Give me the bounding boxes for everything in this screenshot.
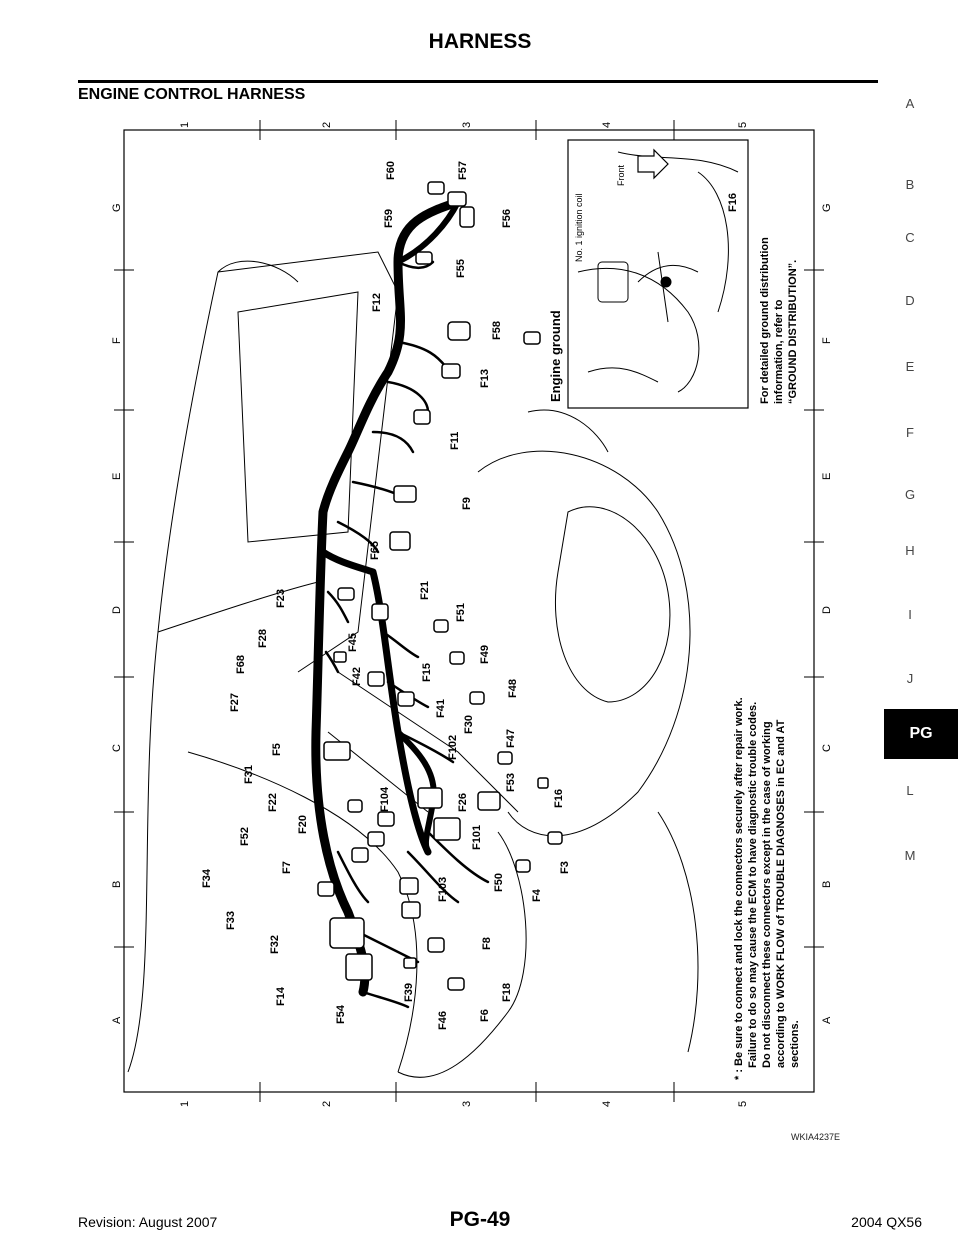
connector-f103: F103 [437, 876, 449, 902]
connector-f47: F47 [505, 729, 517, 748]
connector-f12: F12 [371, 293, 383, 312]
grid-letter-left-b: B [111, 880, 123, 888]
harness-diagram [98, 112, 842, 1112]
connector-f9: F9 [461, 497, 473, 510]
connector-f56: F56 [501, 209, 513, 228]
connector-f31: F31 [243, 765, 255, 784]
inset-note-line-1: For detailed ground distribution [759, 237, 771, 404]
connector-f55: F55 [455, 259, 467, 278]
connector-f30: F30 [463, 715, 475, 734]
connector-f57: F57 [457, 161, 469, 180]
connector-f39: F39 [403, 983, 415, 1002]
inset-connector-f16: F16 [727, 193, 739, 212]
connector-f34: F34 [201, 869, 213, 888]
connector-f46: F46 [437, 1011, 449, 1030]
connector-f52: F52 [239, 827, 251, 846]
connector-f104: F104 [379, 786, 391, 812]
connector-f18: F18 [501, 983, 513, 1002]
grid-letter-right-b: B [821, 880, 833, 888]
connector-f65: F65 [369, 541, 381, 560]
footer-page-number: PG-49 [449, 1208, 511, 1231]
side-index-d[interactable]: D [905, 293, 915, 308]
connector-f28: F28 [257, 629, 269, 648]
connector-f50: F50 [493, 873, 505, 892]
connector-f41: F41 [435, 699, 447, 718]
side-index-f[interactable]: F [906, 425, 914, 440]
grid-letter-right-c: C [821, 744, 833, 752]
connector-f45: F45 [347, 633, 359, 652]
inset-note-line-3: “GROUND DISTRIBUTION”. [787, 259, 799, 404]
side-index [880, 96, 960, 896]
grid-letter-left-f: F [111, 337, 123, 344]
grid-number-top-1: 1 [179, 121, 191, 128]
harness-trunk [316, 202, 458, 992]
connector-f49: F49 [479, 645, 491, 664]
grid-number-top-2: 2 [321, 121, 333, 128]
connector-f4: F4 [531, 889, 543, 902]
connector-f53: F53 [505, 773, 517, 792]
grid-letter-left-a: A [111, 1016, 123, 1024]
page-title: HARNESS [428, 30, 532, 53]
grid-letter-right-f: F [821, 337, 833, 344]
connector-f54: F54 [335, 1005, 347, 1024]
grid-number-top-3: 3 [461, 121, 473, 128]
connector-f7: F7 [281, 861, 293, 874]
side-index-i[interactable]: I [908, 607, 912, 622]
connector-f60: F60 [385, 161, 397, 180]
grid-number-bottom-4: 4 [601, 1100, 613, 1107]
engine-ground-inset [548, 140, 799, 408]
note-line-2: Failure to do so may cause the ECM to have diagnostic trouble codes. [747, 701, 759, 1068]
grid-letter-right-a: A [821, 1016, 833, 1024]
connector-f16-bottom: F16 [553, 789, 565, 808]
side-index-m[interactable]: M [904, 848, 916, 863]
connector-f42: F42 [351, 667, 363, 686]
connector-f5: F5 [271, 743, 283, 756]
inset-title: Engine ground [548, 310, 563, 402]
connector-f59: F59 [383, 209, 395, 228]
connector-f6: F6 [479, 1009, 491, 1022]
note-line-3: Do not disconnect these connectors except in the case of working [761, 721, 773, 1068]
side-index-e[interactable]: E [905, 359, 915, 374]
grid-letter-left-e: E [111, 472, 123, 480]
inset-coil-label: No. 1 ignition coil [574, 193, 584, 262]
side-index-j[interactable]: J [906, 671, 914, 686]
inset-note-line-2: information, refer to [773, 299, 785, 404]
grid-letter-left-c: C [111, 744, 123, 752]
grid-letter-left-d: D [111, 606, 123, 614]
side-index-h[interactable]: H [905, 543, 915, 558]
side-index-c[interactable]: C [905, 230, 915, 245]
connector-f48: F48 [507, 679, 519, 698]
connector-f33: F33 [225, 911, 237, 930]
connector-f68: F68 [235, 655, 247, 674]
grid-number-bottom-1: 1 [179, 1100, 191, 1107]
figure-code: WKIA4237E [790, 1132, 840, 1142]
connector-f3: F3 [559, 861, 571, 874]
connector-f102: F102 [447, 734, 459, 760]
connector-f13: F13 [479, 369, 491, 388]
grid-letter-right-d: D [821, 606, 833, 614]
repair-note [733, 697, 801, 1080]
side-index-g[interactable]: G [904, 487, 916, 502]
connector-f51: F51 [455, 603, 467, 622]
connector-f58: F58 [491, 321, 503, 340]
connector-f22: F22 [267, 793, 279, 812]
grid-letter-left-g: G [111, 203, 123, 212]
connector-f21: F21 [419, 581, 431, 600]
connector-f14: F14 [275, 987, 287, 1006]
inset-frame [568, 140, 748, 408]
grid-letter-right-e: E [821, 472, 833, 480]
connector-f32: F32 [269, 935, 281, 954]
connector-f26: F26 [457, 793, 469, 812]
connector-f11: F11 [449, 431, 461, 450]
grid-number-top-4: 4 [601, 121, 613, 128]
connector-f23: F23 [275, 589, 287, 608]
connector-f27: F27 [229, 693, 241, 712]
footer-model: 2004 QX56 [851, 1214, 922, 1230]
note-line-4: according to WORK FLOW of TROUBLE DIAGNOSES in EC and AT [775, 719, 787, 1068]
side-index-l[interactable]: L [906, 783, 914, 798]
side-index-b[interactable]: B [905, 177, 915, 192]
side-index-a[interactable]: A [905, 96, 915, 111]
connector-labels [201, 161, 571, 1030]
connector-f101: F101 [471, 824, 483, 850]
note-line-1: * : Be sure to connect and lock the connectors securely after repair work. [733, 697, 745, 1080]
title-rule [78, 80, 878, 83]
connector-f20: F20 [297, 815, 309, 834]
note-line-5: sections. [789, 1020, 801, 1068]
inset-front-label: Front [616, 164, 626, 186]
grid-number-bottom-5: 5 [737, 1100, 749, 1107]
section-title: ENGINE CONTROL HARNESS [78, 86, 306, 103]
connector-shapes [318, 182, 562, 990]
grid-number-bottom-2: 2 [321, 1100, 333, 1107]
connector-f15: F15 [421, 663, 433, 682]
footer-revision: Revision: August 2007 [78, 1214, 218, 1230]
side-index-pg-tab[interactable]: PG [884, 709, 958, 759]
grid-letter-right-g: G [821, 203, 833, 212]
grid-number-bottom-3: 3 [461, 1100, 473, 1107]
grid-number-top-5: 5 [737, 121, 749, 128]
connector-f8: F8 [481, 937, 493, 950]
